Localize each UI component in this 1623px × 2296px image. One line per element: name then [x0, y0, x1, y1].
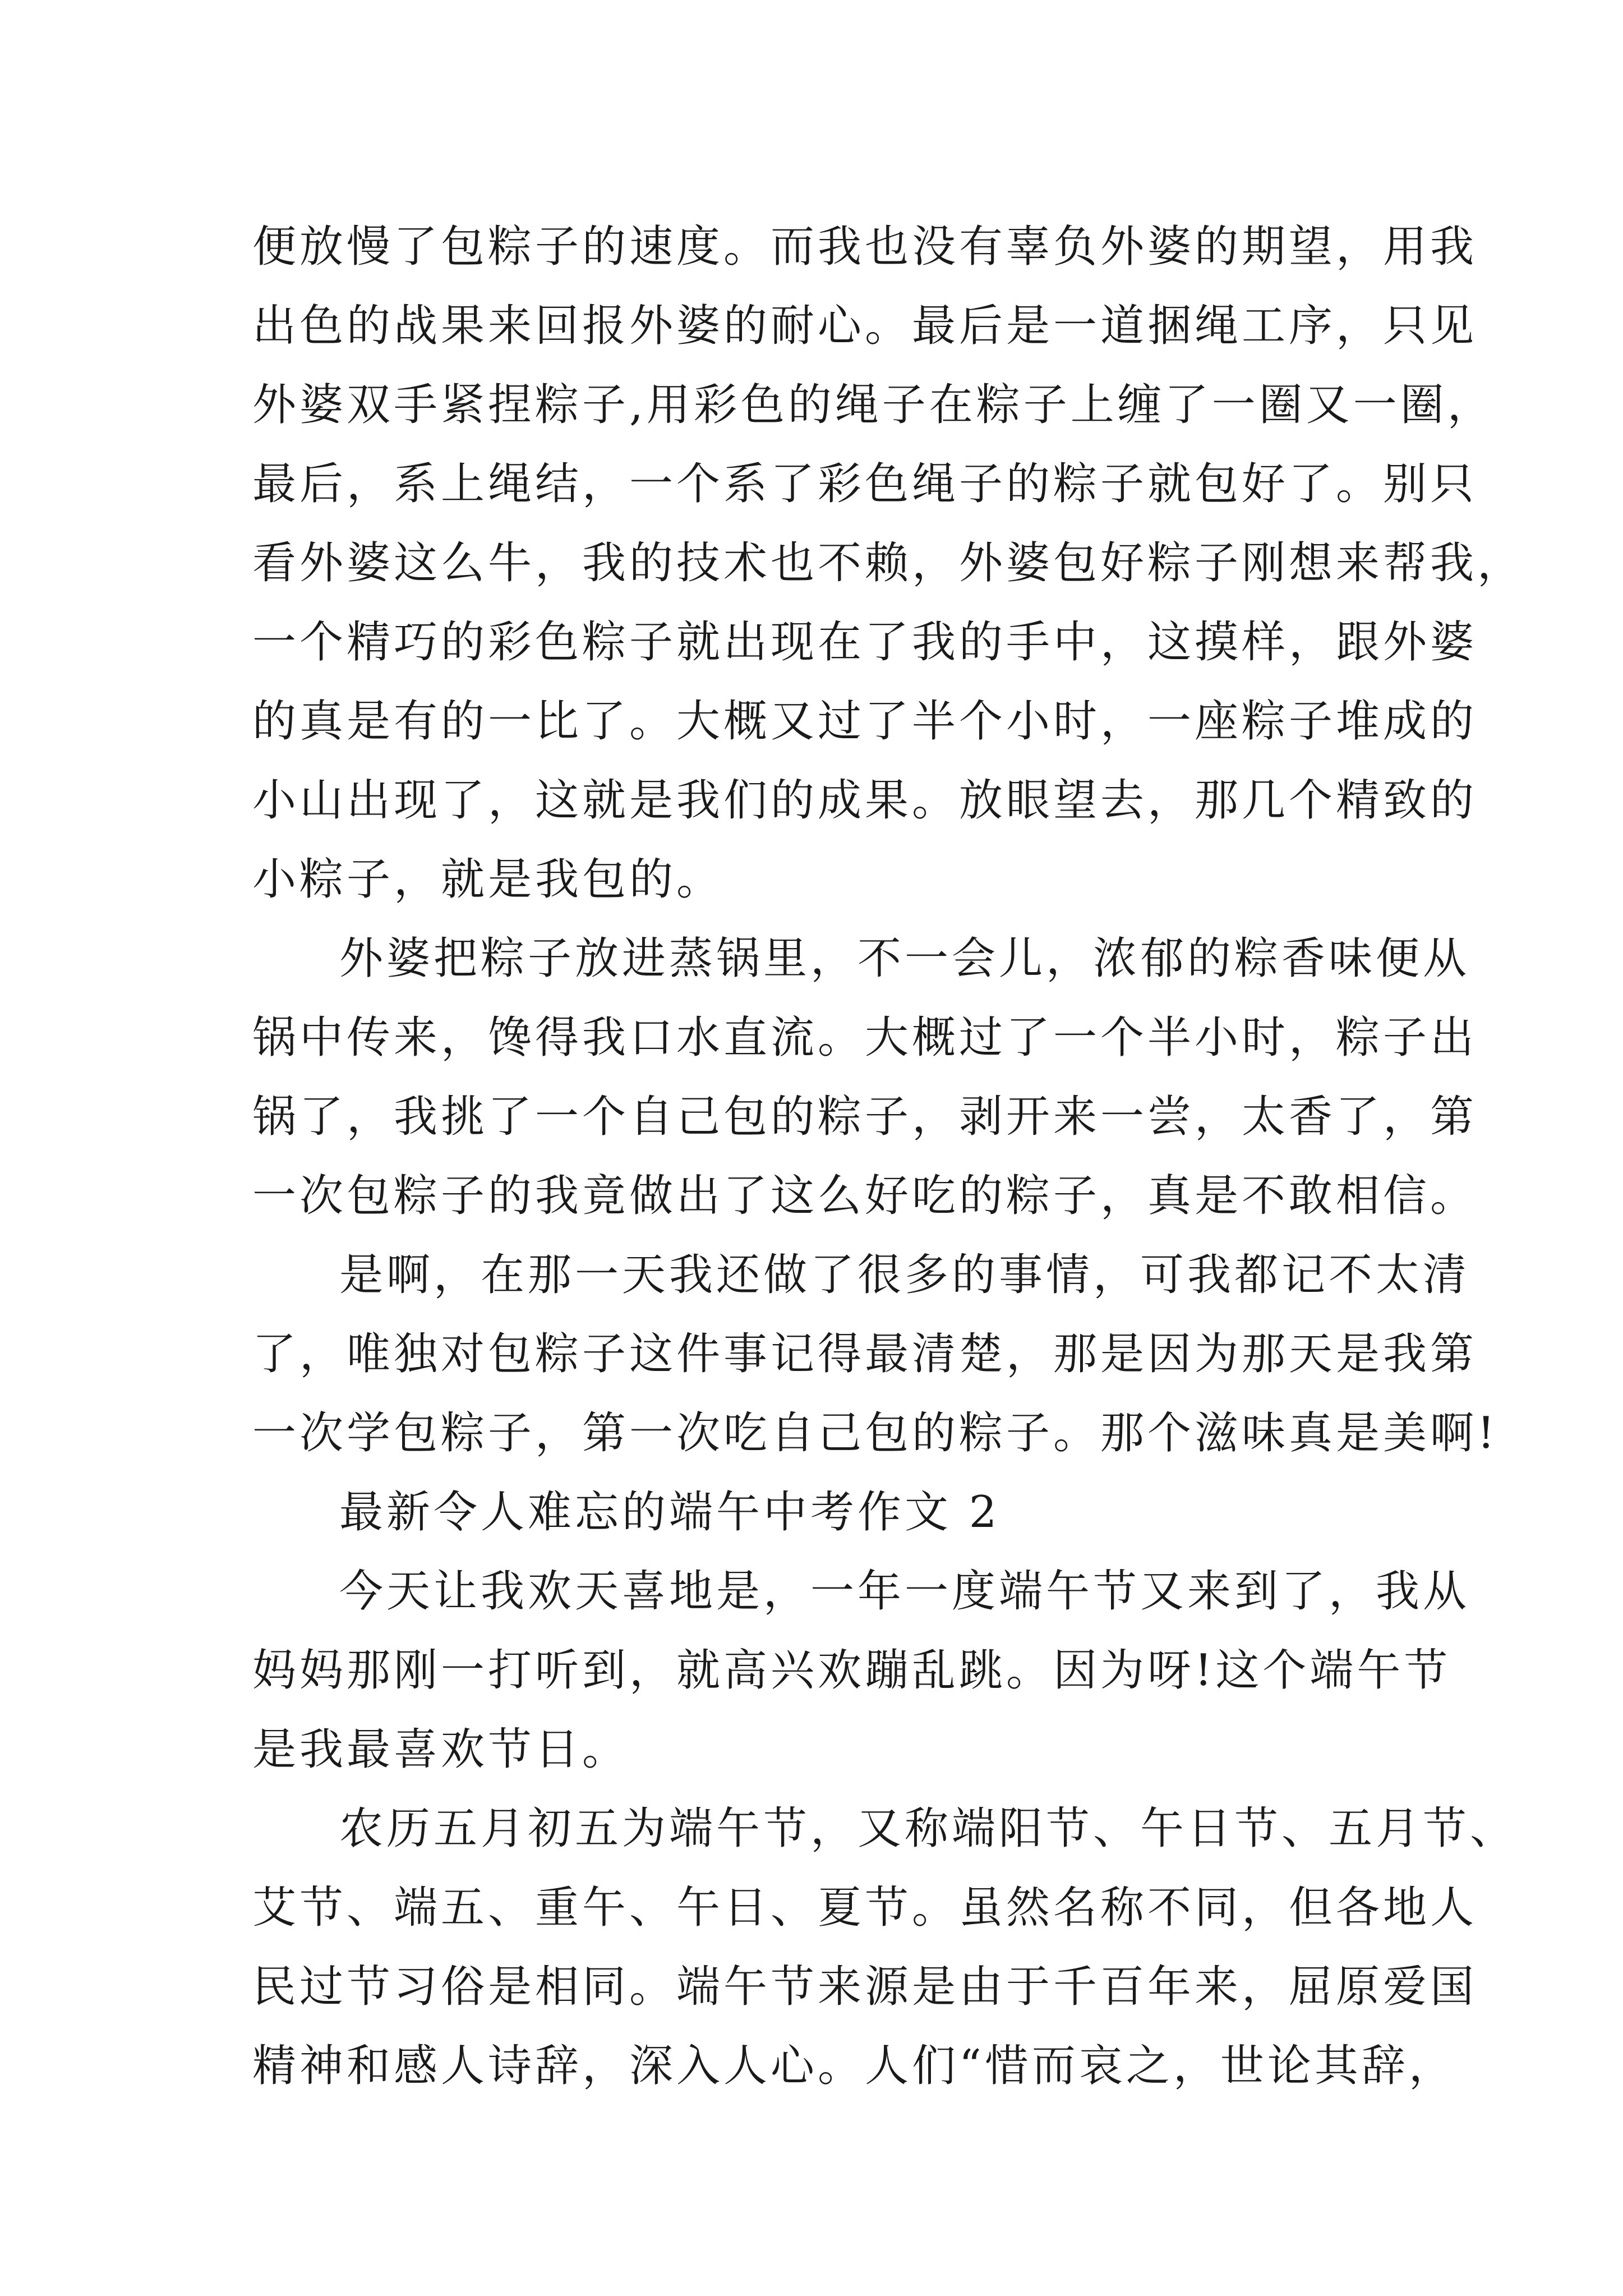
essay-text	[252, 208, 1525, 2106]
paragraph-start-line: 今天让我欢天喜地是，一年一度端午节又来到了，我从	[339, 1566, 1470, 1617]
text-line: 锅了，我挑了一个自己包的粽子，剥开来一尝，太香了，第	[252, 1092, 1478, 1142]
text-line: 小山出现了，这就是我们的成果。放眼望去，那几个精致的	[252, 775, 1478, 826]
text-line: 的真是有的一比了。大概又过了半个小时，一座粽子堆成的	[252, 696, 1478, 747]
text-line: 一个精巧的彩色粽子就出现在了我的手中，这摸样，跟外婆	[252, 617, 1478, 668]
text-line: 艾节、端五、重午、午日、夏节。虽然名称不同，但各地人	[252, 1883, 1478, 1933]
text-line: 小粽子，就是我包的。	[252, 854, 724, 905]
text-line: 最后，系上绳结，一个系了彩色绳子的粽子就包好了。别只	[252, 459, 1478, 509]
text-line: 民过节习俗是相同。端午节来源是由于千百年来，屈原爱国	[252, 1962, 1478, 2012]
text-line: 是我最喜欢节日。	[252, 1724, 630, 1775]
paragraph-start-line: 农历五月初五为端午节，又称端阳节、午日节、五月节、	[339, 1803, 1518, 1854]
text-line: 精神和感人诗辞，深入人心。人们“惜而哀之，世论其辞，	[252, 2041, 1456, 2091]
text-line: 出色的战果来回报外婆的耐心。最后是一道捆绳工序，只见	[252, 301, 1478, 351]
text-line: 一次包粽子的我竟做出了这么好吃的粽子，真是不敢相信。	[252, 1171, 1478, 1221]
text-line: 锅中传来，馋得我口水直流。大概过了一个半小时，粽子出	[252, 1013, 1478, 1063]
text-line: 一次学包粽子，第一次吃自己包的粽子。那个滋味真是美啊!	[252, 1408, 1498, 1458]
text-line: 看外婆这么牛，我的技术也不赖，外婆包好粽子刚想来帮我，	[252, 538, 1525, 588]
text-line: 便放慢了包粽子的速度。而我也没有辜负外婆的期望，用我	[252, 222, 1478, 272]
text-line: 外婆双手紧捏粽子,用彩色的绳子在粽子上缠了一圈又一圈，	[252, 380, 1495, 430]
text-line: 妈妈那刚一打听到，就高兴欢蹦乱跳。因为呀!这个端午节	[252, 1645, 1451, 1696]
paragraph-start-line: 是啊，在那一天我还做了很多的事情，可我都记不太清	[339, 1250, 1470, 1300]
paragraph-start-line: 外婆把粽子放进蒸锅里，不一会儿，浓郁的粽香味便从	[339, 933, 1470, 984]
section-heading: 最新令人难忘的端午中考作文 2	[339, 1487, 1000, 1538]
text-line: 了，唯独对包粽子这件事记得最清楚，那是因为那天是我第	[252, 1329, 1478, 1379]
